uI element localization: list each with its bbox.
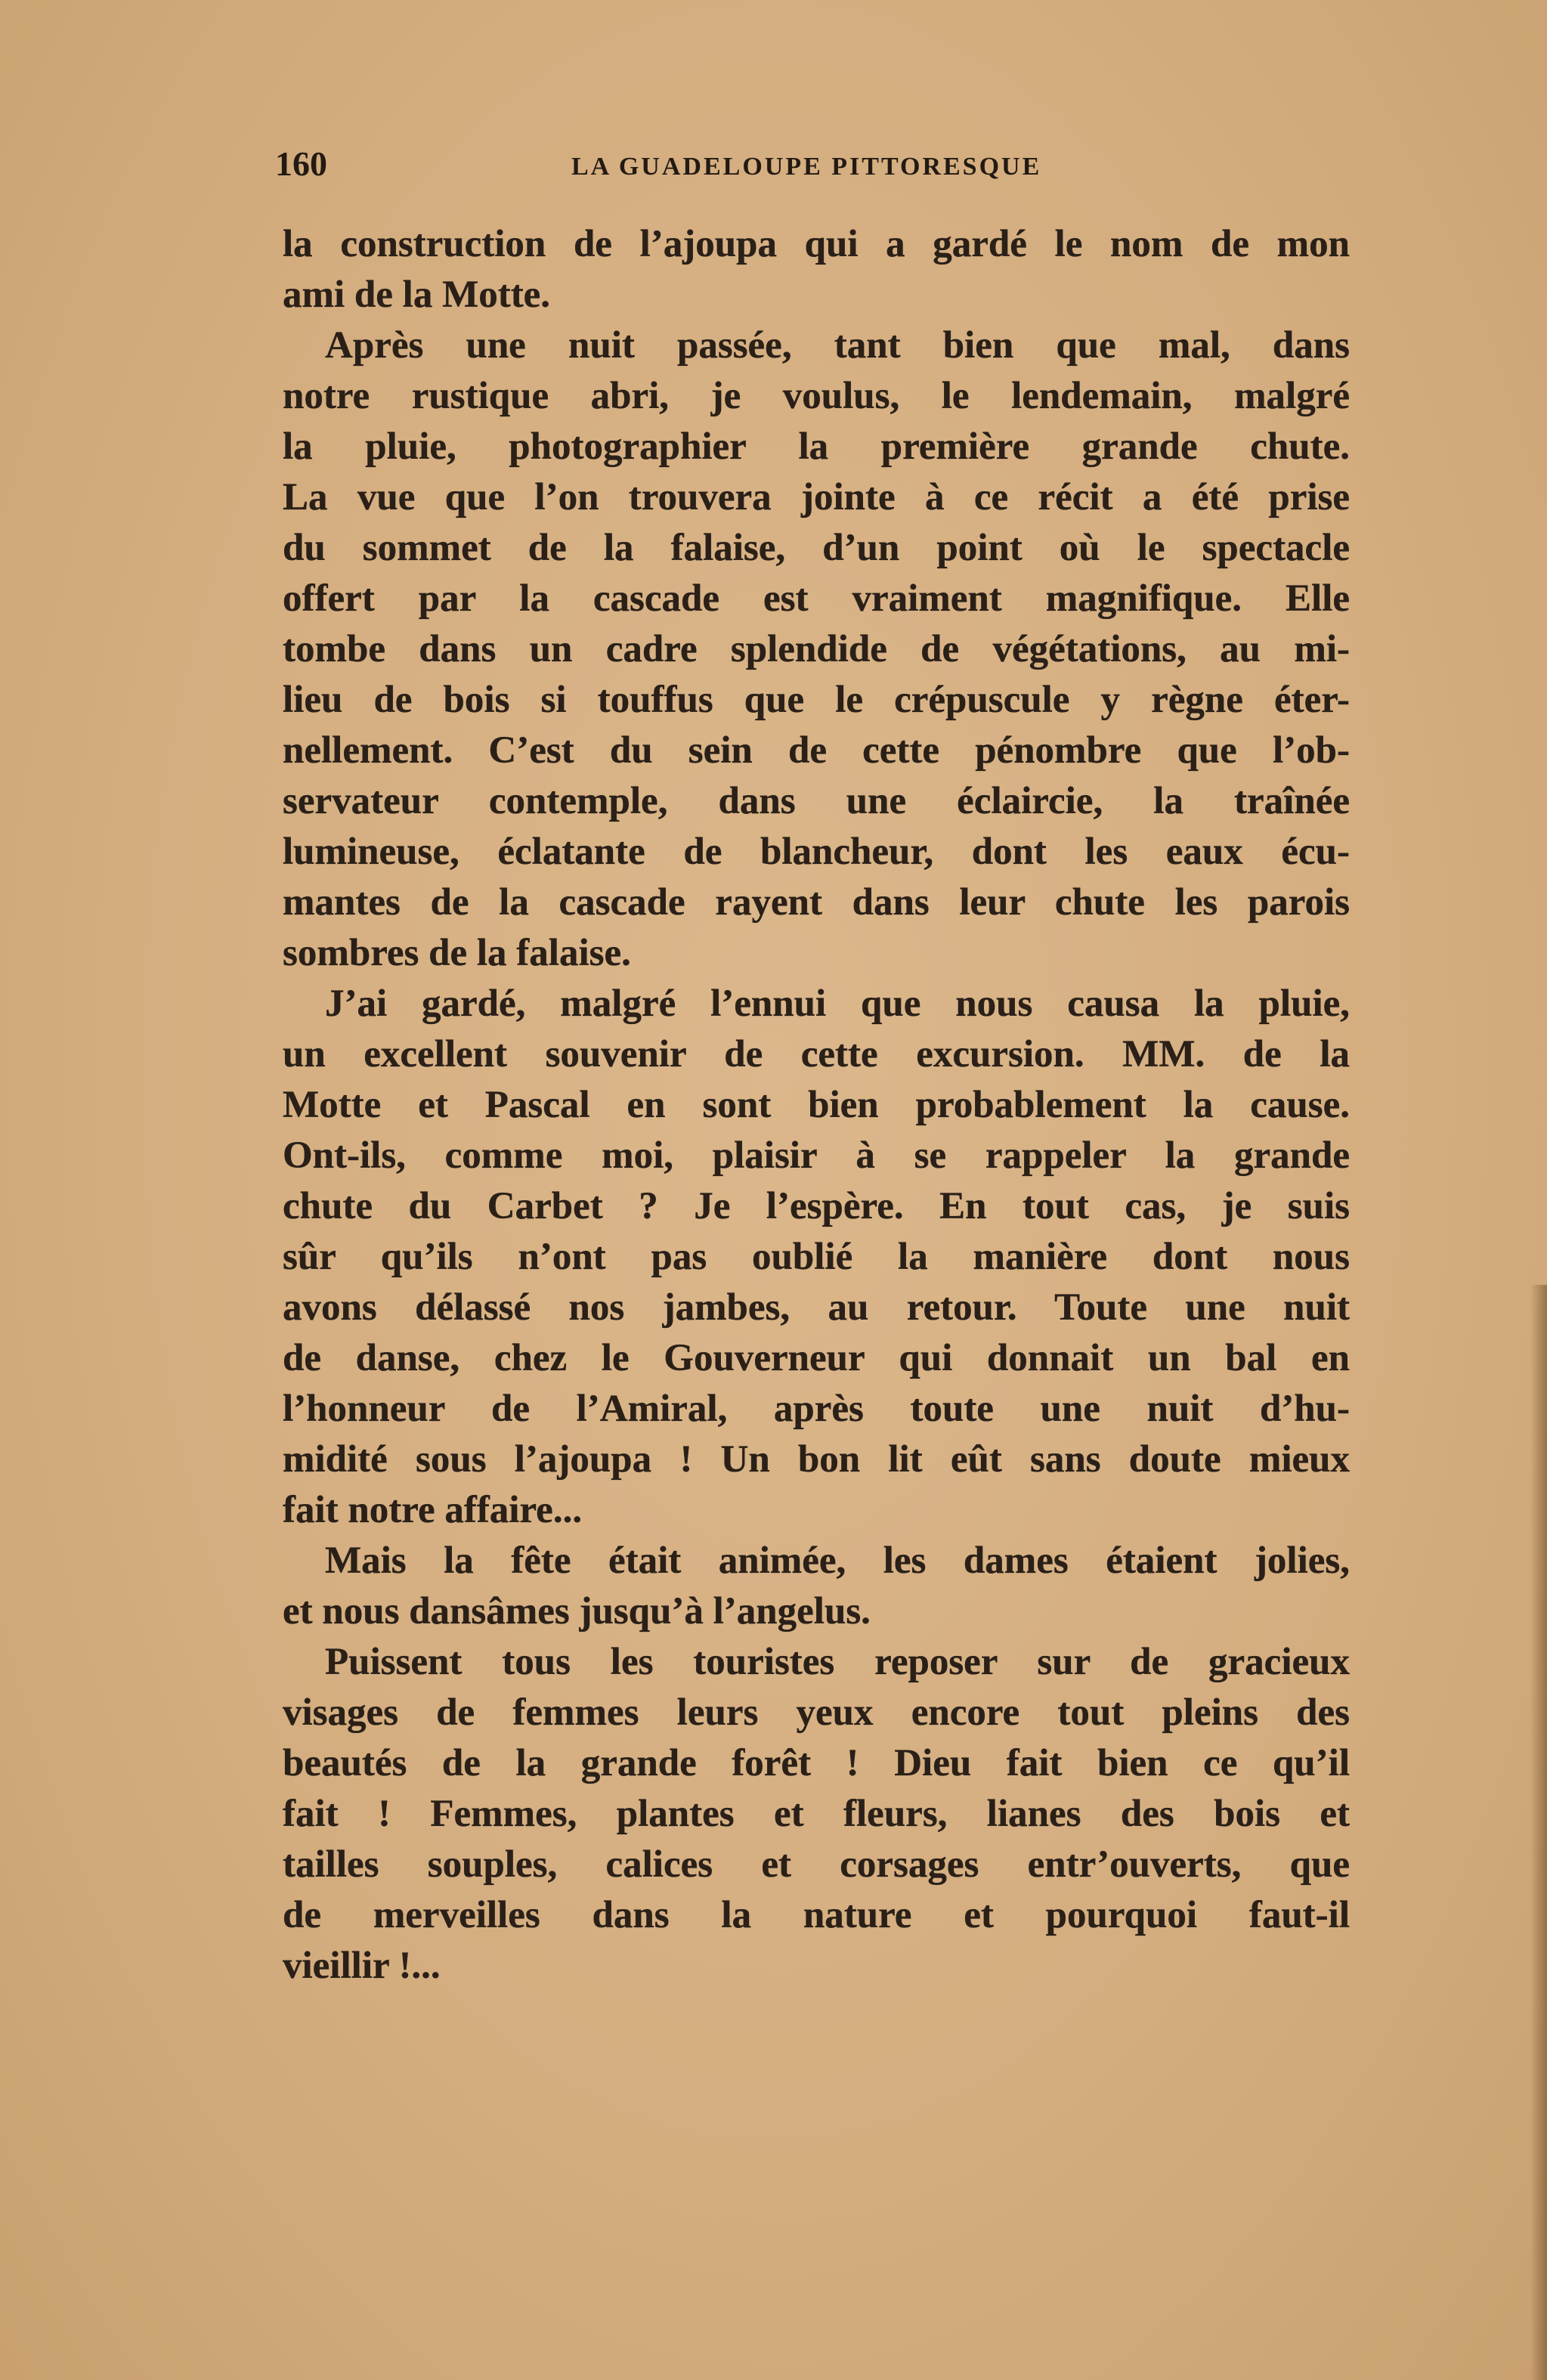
text-line: notre rustique abri, je voulus, le lendemain, malgré xyxy=(283,375,1350,417)
page-number: 160 xyxy=(275,144,327,183)
text-line: servateur contemple, dans une éclaircie, la traînée xyxy=(283,780,1350,822)
text-line: un excellent souvenir de cette excursion. MM. de la xyxy=(283,1033,1350,1075)
text-line: de merveilles dans la nature et pourquoi faut-il xyxy=(283,1894,1350,1936)
text-line: fait ! Femmes, plantes et fleurs, lianes des bois et xyxy=(283,1793,1350,1835)
text-line: et nous dansâmes jusqu’à l’angelus. xyxy=(283,1590,871,1633)
text-line: chute du Carbet ? Je l’espère. En tout cas, je suis xyxy=(283,1185,1350,1227)
text-line: du sommet de la falaise, d’un point où le spectacle xyxy=(283,527,1350,569)
text-line: ami de la Motte. xyxy=(283,274,551,316)
text-line: Mais la fête était animée, les dames étaient jolies, xyxy=(325,1540,1350,1582)
text-line: nellement. C’est du sein de cette pénombre que l’ob- xyxy=(283,729,1350,772)
running-title: LA GUADELOUPE PITTORESQUE xyxy=(571,153,1042,181)
text-line: Motte et Pascal en sont bien probablement la cause. xyxy=(283,1084,1350,1126)
text-line: midité sous l’ajoupa ! Un bon lit eût sans doute mieux xyxy=(283,1438,1350,1481)
text-line: Puissent tous les touristes reposer sur de gracieux xyxy=(325,1641,1350,1683)
text-line: Après une nuit passée, tant bien que mal, dans xyxy=(325,324,1350,367)
text-line: visages de femmes leurs yeux encore tout pleins des xyxy=(283,1691,1350,1734)
text-line: La vue que l’on trouvera jointe à ce récit a été prise xyxy=(283,476,1350,518)
text-line: lumineuse, éclatante de blancheur, dont les eaux écu- xyxy=(283,831,1350,873)
text-line: mantes de la cascade rayent dans leur chute les parois xyxy=(283,881,1350,924)
text-line: de danse, chez le Gouverneur qui donnait un bal en xyxy=(283,1337,1350,1379)
text-line: lieu de bois si touffus que le crépuscule y règne éter- xyxy=(283,679,1350,721)
text-line: tombe dans un cadre splendide de végétations, au mi- xyxy=(283,628,1350,670)
text-line: tailles souples, calices et corsages entr’ouverts, que xyxy=(283,1843,1350,1886)
text-line: la construction de l’ajoupa qui a gardé le nom de mon xyxy=(283,223,1350,265)
text-line: beautés de la grande forêt ! Dieu fait bien ce qu’il xyxy=(283,1742,1350,1784)
page-edge-shadow xyxy=(1530,1285,1547,2380)
text-line: avons délassé nos jambes, au retour. Toute une nuit xyxy=(283,1286,1350,1329)
text-line: fait notre affaire... xyxy=(283,1489,583,1531)
text-line: offert par la cascade est vraiment magnifique. Elle xyxy=(283,577,1350,620)
text-line: l’honneur de l’Amiral, après toute une nuit d’hu- xyxy=(283,1388,1350,1430)
text-line: la pluie, photographier la première grande chute. xyxy=(283,426,1350,468)
text-line: sûr qu’ils n’ont pas oublié la manière dont nous xyxy=(283,1236,1350,1278)
text-line: vieillir !... xyxy=(283,1945,441,1987)
body-text xyxy=(283,219,1350,1992)
text-line: sombres de la falaise. xyxy=(283,932,631,974)
text-line: J’ai gardé, malgré l’ennui que nous causa la pluie, xyxy=(325,983,1350,1025)
text-line: Ont-ils, comme moi, plaisir à se rappeler la grande xyxy=(283,1134,1350,1177)
